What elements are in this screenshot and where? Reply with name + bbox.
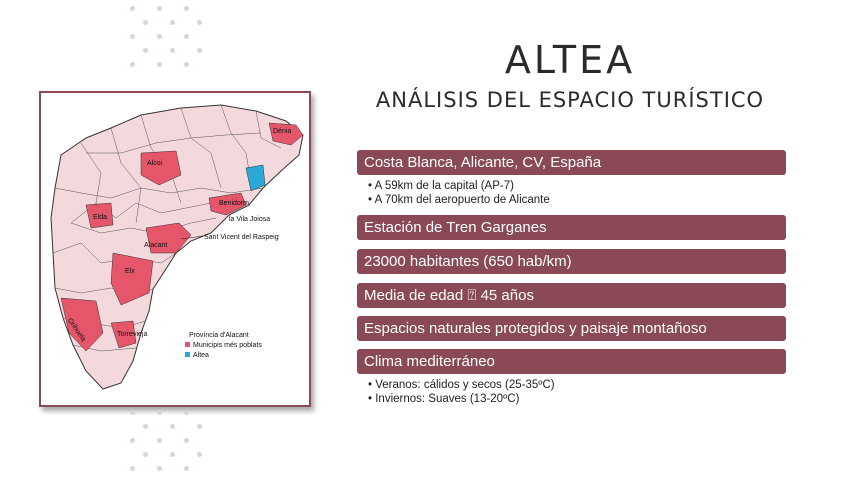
bullet-winters: • Inviernos: Suaves (13-20ºC) <box>368 392 555 406</box>
section-population: 23000 habitantes (650 hab/km) <box>357 249 786 274</box>
label-sant-vicent: Sant Vicent del Raspeig <box>204 234 279 241</box>
decorative-dot <box>130 62 135 67</box>
label-alcoi: Alcoi <box>147 160 163 167</box>
decorative-dot <box>197 48 202 53</box>
decorative-dot <box>197 424 202 429</box>
decorative-dot <box>184 466 189 471</box>
page-subtitle: ANÁLISIS DEL ESPACIO TURÍSTICO <box>375 88 765 112</box>
location-bullets <box>368 179 550 207</box>
decorative-dot <box>130 466 135 471</box>
decorative-dot <box>184 438 189 443</box>
section-natural-spaces: Espacios naturales protegidos y paisaje montañoso <box>357 316 786 341</box>
decorative-dot <box>197 20 202 25</box>
page-title: ALTEA <box>504 38 636 82</box>
decorative-dot <box>170 20 175 25</box>
decorative-dot <box>170 48 175 53</box>
legend-title: Província d'Alacant <box>189 332 249 339</box>
alicante-province-map <box>41 93 309 405</box>
legend-populated: Municipis més poblats <box>193 342 262 349</box>
decorative-dot <box>130 410 135 415</box>
section-climate: Clima mediterráneo <box>357 349 786 374</box>
climate-bullets <box>368 378 555 406</box>
decorative-dot <box>143 48 148 53</box>
decorative-dot <box>157 62 162 67</box>
decorative-dot <box>197 452 202 457</box>
decorative-dot <box>157 466 162 471</box>
decorative-dot <box>143 424 148 429</box>
decorative-dot <box>184 410 189 415</box>
decorative-dot <box>184 6 189 11</box>
province-map <box>39 91 311 407</box>
section-location: Costa Blanca, Alicante, CV, España <box>357 150 786 175</box>
label-denia: Dénia <box>273 128 292 135</box>
decorative-dot <box>157 438 162 443</box>
bullet-capital-distance: • A 59km de la capital (AP-7) <box>368 179 550 193</box>
decorative-dot <box>157 6 162 11</box>
decorative-dot <box>130 34 135 39</box>
label-benidorm: Benidorm <box>219 200 249 207</box>
legend-altea: Altea <box>193 352 209 359</box>
label-elda: Elda <box>93 214 108 221</box>
decorative-dot <box>170 424 175 429</box>
label-torrevieja: Torrevieja <box>117 331 148 338</box>
decorative-dot <box>130 6 135 11</box>
bullet-summers: • Veranos: cálidos y secos (25-35ºC) <box>368 378 555 392</box>
bullet-airport-distance: • A 70km del aeropuerto de Alicante <box>368 193 550 207</box>
decorative-dot <box>184 34 189 39</box>
decorative-dot <box>184 62 189 67</box>
decorative-dot <box>157 410 162 415</box>
section-train-station: Estación de Tren Garganes <box>357 215 786 240</box>
section-average-age: Media de edad ⍰ 45 años <box>357 283 786 308</box>
decorative-dot <box>130 438 135 443</box>
label-alacant: Alacant <box>144 242 168 249</box>
label-vila-joiosa: la Vila Joiosa <box>229 216 271 223</box>
decorative-dot <box>143 452 148 457</box>
decorative-dot <box>143 20 148 25</box>
label-orihuela: Orihuela <box>65 317 87 343</box>
decorative-dot <box>170 452 175 457</box>
label-elx: Elx <box>125 268 135 275</box>
decorative-dot <box>157 34 162 39</box>
